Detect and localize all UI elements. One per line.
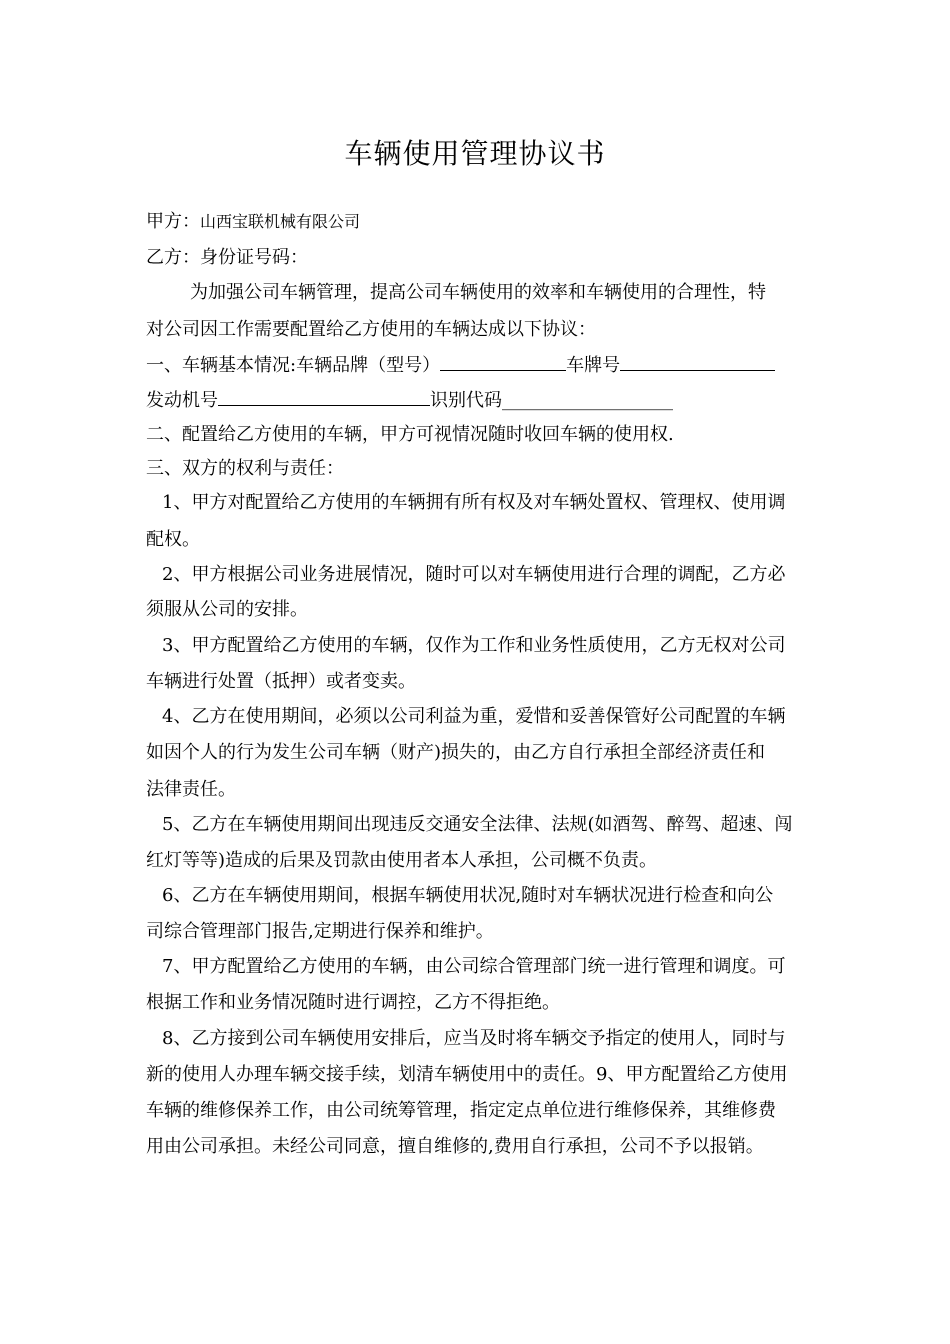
vin-blank: ___________________ (502, 390, 673, 411)
clause-line: 7、甲方配置给乙方使用的车辆，由公司综合管理部门统一进行管理和调度。可 (162, 956, 786, 977)
clause-line: 3、甲方配置给乙方使用的车辆，仅作为工作和业务性质使用，乙方无权对公司 (162, 635, 786, 656)
section1-line-2 (146, 387, 816, 413)
clause-line: 红灯等等)造成的后果及罚款由使用者本人承担，公司概不负责。 (146, 850, 658, 871)
section1-line-1 (146, 352, 816, 378)
vehicle-brand-blank (440, 352, 566, 371)
vehicle-brand-label: 一、车辆基本情况:车辆品牌（型号） (146, 355, 441, 376)
party-b-label: 乙方：身份证号码： (146, 247, 308, 268)
clause-line: 2、甲方根据公司业务进展情况，随时可以对车辆使用进行合理的调配，乙方必 (162, 564, 786, 585)
plate-number-blank (620, 352, 775, 371)
clause-line: 车辆进行处置（抵押）或者变卖。 (146, 671, 416, 692)
clause-line: 如因个人的行为发生公司车辆（财产)损失的，由乙方自行承担全部经济责任和 (146, 742, 766, 763)
intro-line-1: 为加强公司车辆管理，提高公司车辆使用的效率和车辆使用的合理性，特 (190, 282, 766, 303)
vin-label: 识别代码 (430, 390, 502, 411)
clause-line: 司综合管理部门报告,定期进行保养和维护。 (146, 921, 494, 942)
clause-line: 5、乙方在车辆使用期间出现违反交通安全法律、法规(如酒驾、醉驾、超速、闯 (162, 814, 793, 835)
clause-line: 须服从公司的安排。 (146, 599, 308, 620)
intro-line-2: 对公司因工作需要配置给乙方使用的车辆达成以下协议： (146, 319, 596, 340)
clause-line: 8、乙方接到公司车辆使用安排后，应当及时将车辆交予指定的使用人，同时与 (162, 1028, 786, 1049)
party-b-line (146, 246, 816, 270)
clause-line: 1、甲方对配置给乙方使用的车辆拥有所有权及对车辆处置权、管理权、使用调 (162, 492, 786, 513)
plate-number-label: 车牌号 (566, 355, 621, 376)
party-a-label: 甲方： (146, 211, 200, 232)
clause-line: 根据工作和业务情况随时进行调控，乙方不得拒绝。 (146, 992, 560, 1013)
clause-line: 新的使用人办理车辆交接手续，划清车辆使用中的责任。9、甲方配置给乙方使用 (146, 1064, 788, 1085)
clause-line: 4、乙方在使用期间，必须以公司利益为重，爱惜和妥善保管好公司配置的车辆 (162, 706, 786, 727)
clause-line: 车辆的维修保养工作，由公司统筹管理，指定定点单位进行维修保养，其维修费 (146, 1100, 776, 1121)
section3-title: 三、双方的权利与责任： (146, 458, 344, 479)
clause-line: 法律责任。 (146, 779, 236, 800)
engine-number-label: 发动机号 (146, 390, 218, 411)
document-title: 车辆使用管理协议书 (344, 137, 606, 170)
engine-number-blank (218, 387, 430, 406)
party-a-name: 山西宝联机械有限公司 (200, 212, 361, 231)
section2-line: 二、配置给乙方使用的车辆，甲方可视情况随时收回车辆的使用权. (146, 424, 674, 445)
party-a-line (146, 210, 816, 234)
clause-line: 配权。 (146, 529, 200, 550)
clause-line: 6、乙方在车辆使用期间，根据车辆使用状况,随时对车辆状况进行检查和向公 (162, 885, 774, 906)
clause-line: 用由公司承担。未经公司同意，擅自维修的,费用自行承担，公司不予以报销。 (146, 1136, 764, 1157)
